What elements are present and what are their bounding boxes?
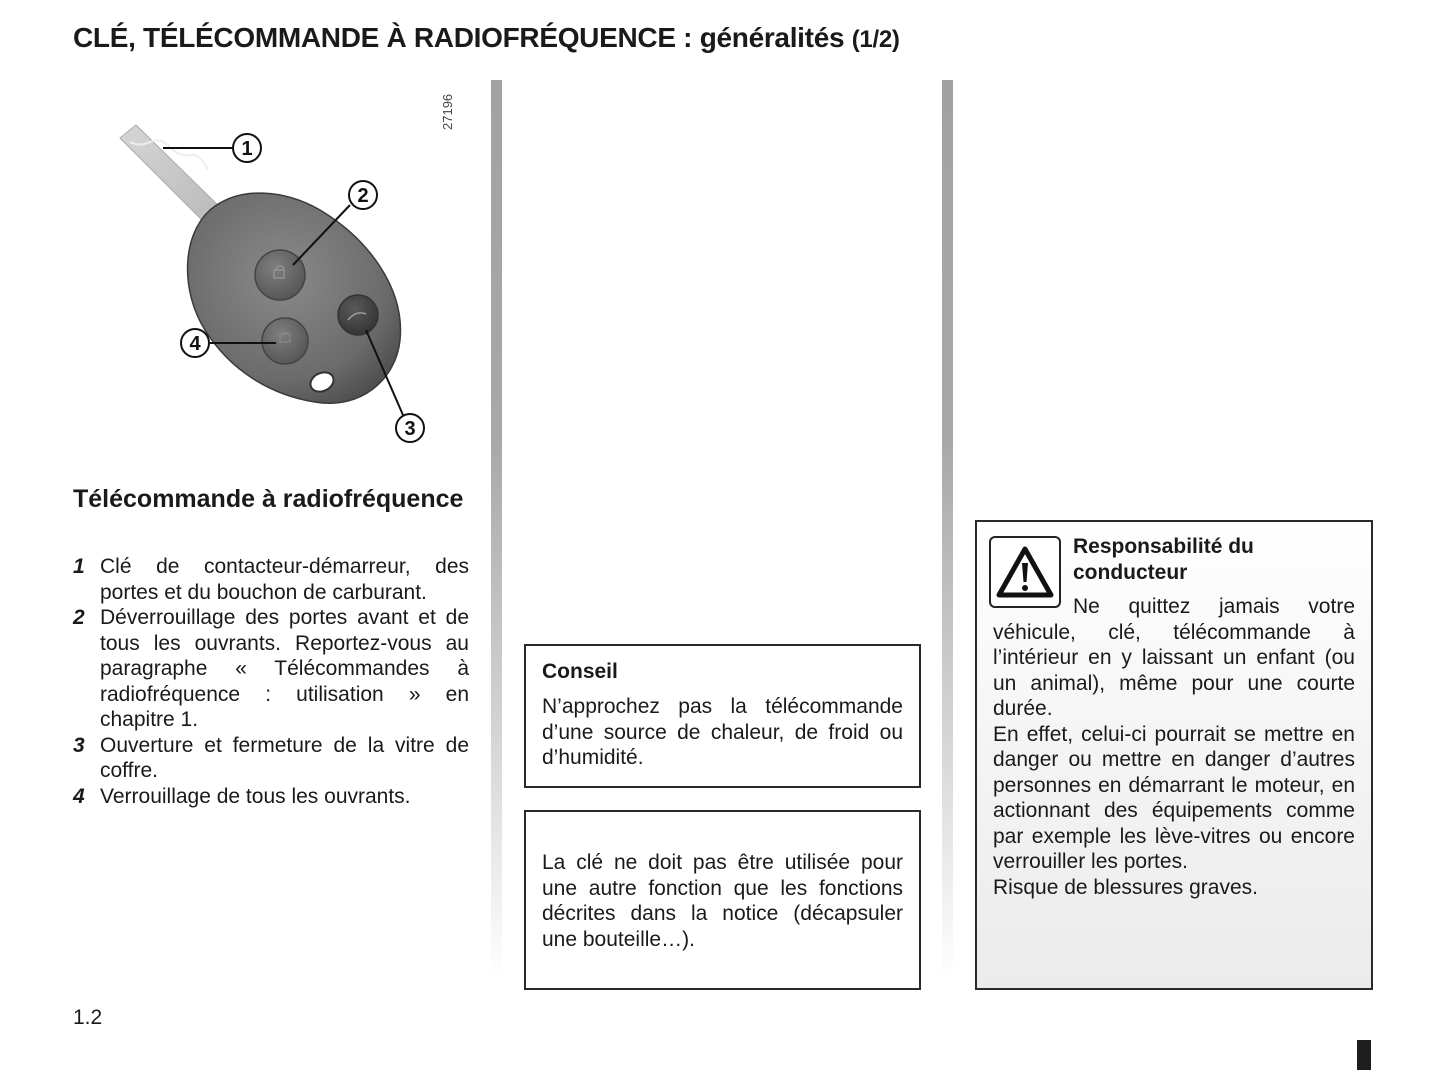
- legend-item: [73, 605, 469, 733]
- callout-1: [233, 134, 261, 162]
- advice-box: [524, 644, 921, 788]
- driver-responsibility-warning-box: [975, 520, 1373, 990]
- legend-item-text: Déverrouillage des portes avant et de tous les ouvrants. Reportez-vous au paragraphe « Télécommandes à radiofréquence : utilisation » en chapitre 1.: [100, 606, 469, 731]
- section-heading: Télécommande à radiofréquence: [73, 485, 464, 513]
- legend-item: [73, 784, 469, 810]
- legend-item-text: Verrouillage de tous les ouvrants.: [100, 784, 411, 808]
- figure-reference-number: 27196: [440, 93, 455, 130]
- legend-item-number: 2: [73, 606, 85, 629]
- svg-text:3: 3: [404, 418, 416, 440]
- svg-text:4: 4: [189, 333, 201, 355]
- column-divider-right: [942, 80, 953, 980]
- legend-item-number: 4: [73, 784, 85, 808]
- legend-item-text: Clé de contacteur-démarreur, des portes et du bouchon de carburant.: [100, 555, 469, 604]
- page-title-part: (1/2): [851, 26, 900, 53]
- callout-4: [181, 329, 209, 357]
- key-remote-illustration: [100, 80, 480, 460]
- warning-paragraph: Ne quittez jamais votre véhicule, clé, télécommande à l’intérieur en y laissant un enfant (ou un animal), même pour une courte durée.: [993, 595, 1355, 720]
- warning-paragraph: En effet, celui-ci pourrait se mettre en danger ou mettre en danger d’autres personnes en démarrant le moteur, en actionnant des équipements comme par exemple les lève-vitres ou encore verrouiller les portes.: [993, 722, 1355, 873]
- warning-triangle-icon: [989, 536, 1061, 608]
- warning-heading: Responsabilité du conducteur: [1073, 535, 1254, 584]
- legend-item-text: Ouverture et fermeture de la vitre de coffre.: [100, 733, 469, 782]
- advice-text: N’approchez pas la télécommande d’une source de chaleur, de froid ou d’humidité.: [542, 695, 903, 769]
- page-number: 1.2: [73, 1006, 103, 1029]
- legend-item: [73, 554, 469, 605]
- legend-item-number: 1: [73, 555, 85, 578]
- svg-text:2: 2: [357, 185, 369, 207]
- page-title-sub: généralités: [699, 22, 852, 53]
- key-remote-figure: [100, 80, 480, 460]
- page-title-main: CLÉ, TÉLÉCOMMANDE À RADIOFRÉQUENCE :: [73, 22, 700, 53]
- advice-heading: Conseil: [542, 660, 618, 683]
- chapter-tab-marker: [1357, 1040, 1371, 1070]
- page-title: [73, 22, 900, 54]
- warning-paragraph: Risque de blessures graves.: [993, 875, 1258, 899]
- legend-list: [73, 554, 469, 809]
- key-usage-note-text: La clé ne doit pas être utilisée pour une autre fonction que les fonctions décrites dans la notice (décapsuler une bouteille…).: [542, 851, 903, 951]
- key-usage-note-box: [524, 810, 921, 990]
- legend-item-number: 3: [73, 733, 85, 757]
- warning-text: [993, 594, 1355, 900]
- column-divider-left: [491, 80, 502, 980]
- callout-2: [349, 181, 377, 209]
- svg-text:1: 1: [241, 138, 253, 160]
- callout-3: [396, 414, 424, 442]
- legend-item: [73, 733, 469, 784]
